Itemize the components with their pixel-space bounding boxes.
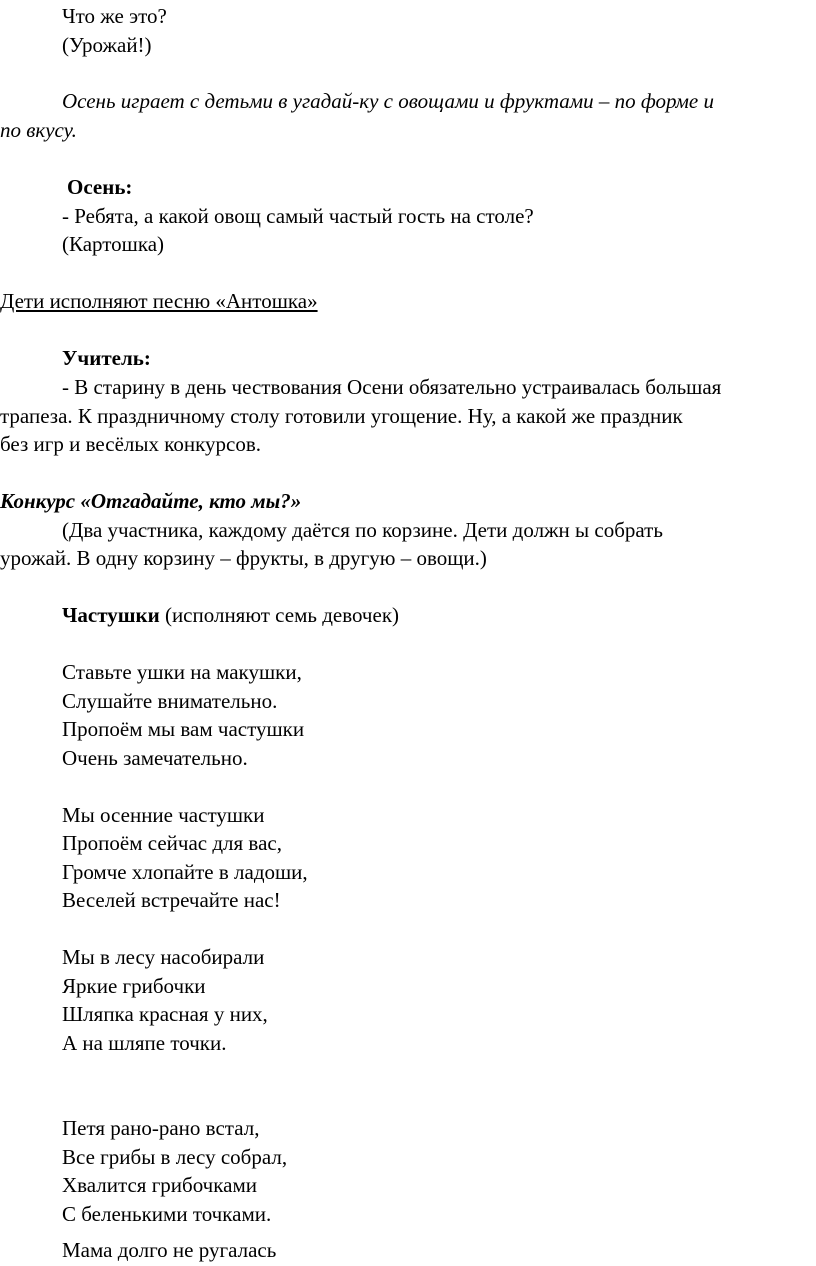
dialogue-line: (Картошка) (62, 232, 165, 256)
text-line: (Урожай!) (62, 33, 152, 57)
chastushki-note: (исполняют семь девочек) (159, 603, 400, 627)
verse-line: Яркие грибочки (62, 974, 206, 998)
speaker-heading: Учитель: (62, 346, 151, 370)
verse-line: Веселей встречайте нас! (62, 888, 281, 912)
dialogue-line: - В старину в день чествования Осени обязательно устраивалась большая (62, 375, 722, 399)
contest-description: (Два участника, каждому даётся по корзине. Дети должн ы собрать (62, 518, 663, 542)
song-note: Дети исполняют песню «Антошка» (0, 289, 318, 313)
verse-line: Все грибы в лесу собрал, (62, 1145, 288, 1169)
verse-line: А на шляпе точки. (62, 1031, 227, 1055)
speaker-heading: Осень: (67, 175, 133, 199)
stage-direction: Осень играет с детьми в угадай-ку с овощами и фруктами – по форме и (62, 89, 714, 113)
verse-line: Шляпка красная у них, (62, 1002, 268, 1026)
verse-line: Мама долго не ругалась (62, 1238, 277, 1262)
verse-line: Петя рано-рано встал, (62, 1116, 260, 1140)
contest-description: урожай. В одну корзину – фрукты, в другую – овощи.) (0, 546, 487, 570)
verse-line: Мы в лесу насобирали (62, 945, 265, 969)
verse-line: Слушайте внимательно. (62, 689, 278, 713)
verse-line: Хвалится грибочками (62, 1173, 257, 1197)
chastushki-title: Частушки (62, 603, 160, 627)
chastushki-heading (62, 601, 399, 630)
verse-line: С беленькими точками. (62, 1202, 272, 1226)
verse-line: Пропоём сейчас для вас, (62, 831, 282, 855)
verse-line: Мы осенние частушки (62, 803, 265, 827)
dialogue-line: без игр и весёлых конкурсов. (0, 432, 262, 456)
dialogue-line: трапеза. К праздничному столу готовили угощение. Ну, а какой же праздник (0, 404, 683, 428)
stage-direction: по вкусу. (0, 118, 77, 142)
contest-heading: Конкурс «Отгадайте, кто мы?» (0, 489, 302, 513)
text-line: Что же это? (62, 4, 167, 28)
verse-line: Ставьте ушки на макушки, (62, 660, 302, 684)
dialogue-line: - Ребята, а какой овощ самый частый гость на столе? (62, 204, 534, 228)
verse-line: Пропоём мы вам частушки (62, 717, 305, 741)
verse-line: Громче хлопайте в ладоши, (62, 860, 308, 884)
verse-line: Очень замечательно. (62, 746, 248, 770)
